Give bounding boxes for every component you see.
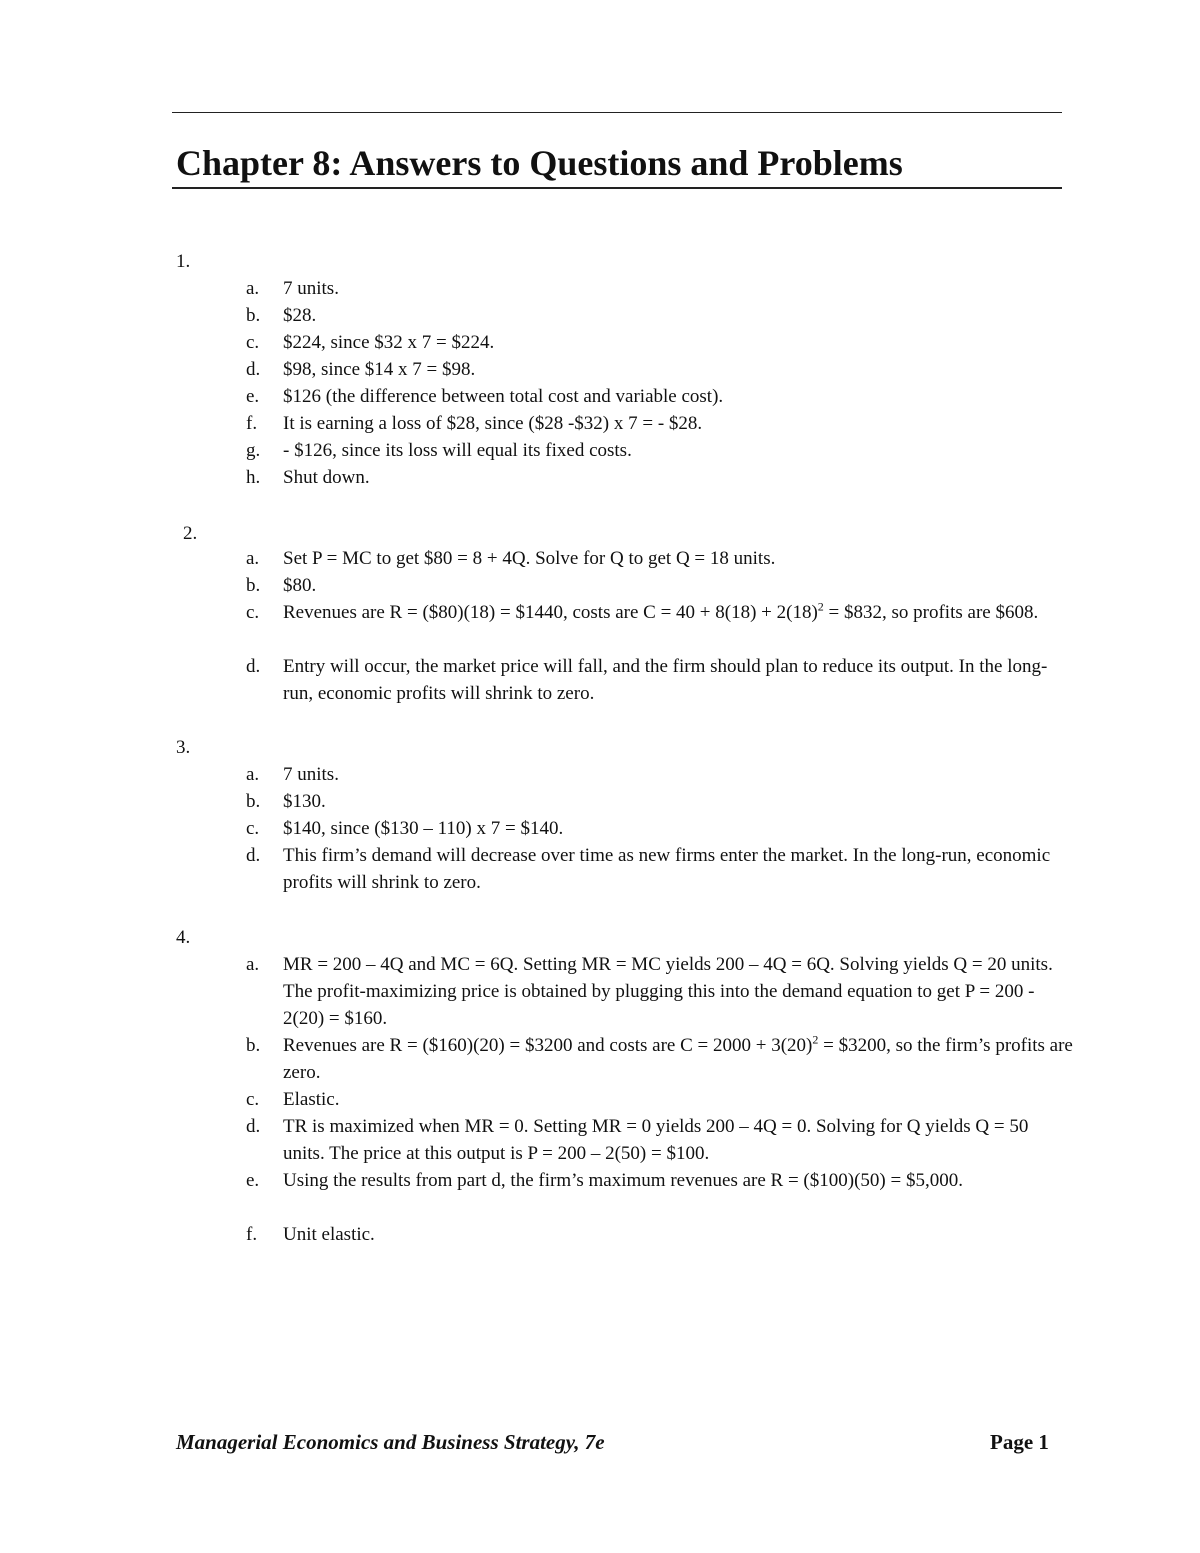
answer-label: b. (246, 305, 261, 326)
answer-text: Entry will occur, the market price will fall, and the firm should plan to reduce its output. In the long-run, economic profits will shrink to zero. (283, 656, 1048, 704)
answer-label: d. (246, 845, 261, 866)
answer-text-part: Revenues are R = ($160)(20) = $3200 and costs are C = 2000 + 3(20) (283, 1035, 813, 1056)
footer-book-title: Managerial Economics and Business Strategy, 7e (176, 1430, 605, 1454)
answer-label: a. (246, 764, 260, 785)
answer-label: f. (246, 1224, 258, 1245)
answer-text: $28. (283, 305, 317, 326)
answer-text: Using the results from part d, the firm’s maximum revenues are R = ($100)(50) = $5,000. (283, 1170, 963, 1191)
answer-text-part: Revenues are R = ($80)(18) = $1440, costs are C = 40 + 8(18) + 2(18) (283, 602, 818, 623)
superscript: 2 (812, 1032, 819, 1047)
question-3-number: 3. (176, 737, 191, 758)
superscript: 2 (817, 599, 824, 614)
question-2-number: 2. (183, 523, 198, 544)
answer-label: g. (246, 440, 261, 461)
answer-text: Shut down. (283, 467, 370, 488)
answer-label: d. (246, 359, 261, 380)
answer-text: - $126, since its loss will equal its fixed costs. (283, 440, 632, 461)
answer-text: TR is maximized when MR = 0. Setting MR = 0 yields 200 – 4Q = 0. Solving for Q yields Q = 50 units. The price at this output is P = 200 – 2(50) = $100. (283, 1116, 1029, 1164)
answer-text-part: = $832, so profits are $608. (823, 602, 1039, 623)
answer-text: 7 units. (283, 764, 339, 785)
answer-label: d. (246, 656, 261, 677)
answer-label: a. (246, 278, 260, 299)
answer-label: e. (246, 1170, 260, 1191)
answer-label: c. (246, 1089, 260, 1110)
question-4-number: 4. (176, 927, 191, 948)
answer-text: Elastic. (283, 1089, 340, 1110)
answer-text: It is earning a loss of $28, since ($28 -$32) x 7 = - $28. (283, 413, 703, 434)
answer-text: $140, since ($130 – 110) x 7 = $140. (283, 818, 564, 839)
answer-label: c. (246, 332, 260, 353)
answer-text: $130. (283, 791, 326, 812)
answer-text-part: = $3200, so the firm’s profits are zero. (283, 1035, 1073, 1083)
answer-text: This firm’s demand will decrease over time as new firms enter the market. In the long-run, economic profits will shrink to zero. (283, 845, 1051, 893)
header-rule (172, 112, 1062, 113)
answer-text: $80. (283, 575, 317, 596)
answer-label: d. (246, 1116, 261, 1137)
page-title: Chapter 8: Answers to Questions and Problems (176, 143, 903, 183)
answer-label: c. (246, 602, 260, 623)
answer-text: Set P = MC to get $80 = 8 + 4Q. Solve for Q to get Q = 18 units. (283, 548, 776, 569)
answer-text: MR = 200 – 4Q and MC = 6Q. Setting MR = MC yields 200 – 4Q = 6Q. Solving yields Q = 20 units. The profit-maximizing price is obtained by plugging this into the demand equation to get P = 200 - 2(20) = $160. (283, 954, 1053, 1029)
answer-label: b. (246, 1035, 261, 1056)
footer-page-number: Page 1 (990, 1430, 1049, 1454)
answer-text: $224, since $32 x 7 = $224. (283, 332, 495, 353)
answer-label: a. (246, 954, 260, 975)
answer-text: Unit elastic. (283, 1224, 375, 1245)
answer-text: $126 (the difference between total cost and variable cost). (283, 386, 724, 407)
answer-text: $98, since $14 x 7 = $98. (283, 359, 476, 380)
answer-label: a. (246, 548, 260, 569)
title-underline (172, 187, 1062, 189)
answer-label: h. (246, 467, 261, 488)
question-1-number: 1. (176, 251, 191, 272)
answer-text: 7 units. (283, 278, 339, 299)
answer-label: e. (246, 386, 260, 407)
answer-label: f. (246, 413, 258, 434)
answer-text (283, 1032, 1073, 1086)
answer-text (283, 599, 1073, 626)
answer-label: b. (246, 791, 261, 812)
answer-label: b. (246, 575, 261, 596)
answer-label: c. (246, 818, 260, 839)
